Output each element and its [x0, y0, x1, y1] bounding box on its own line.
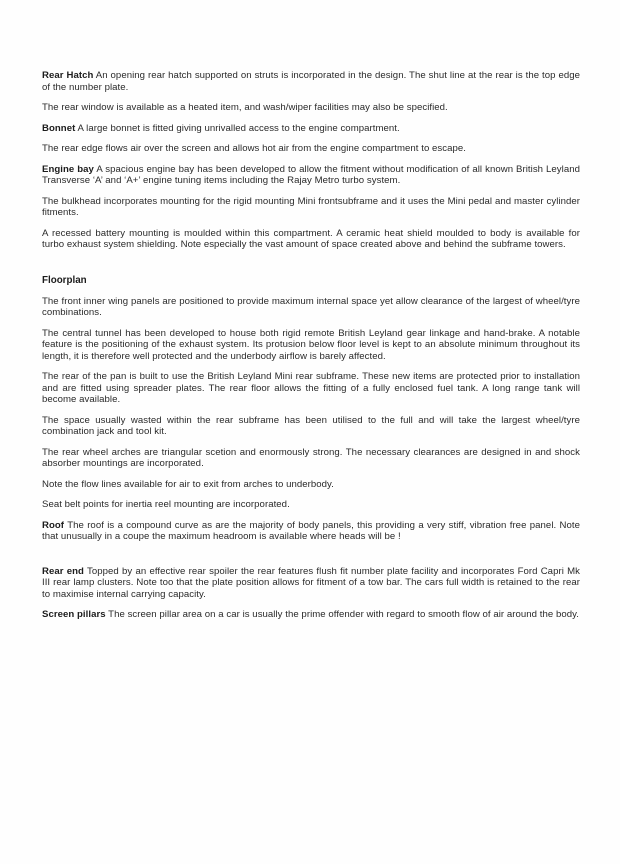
screen-pillars-text: The screen pillar area on a car is usually the prime offender with regard to smooth flow of air around the body.: [105, 609, 579, 620]
roof-text: The roof is a compound curve as are the majority of body panels, this providing a very stiff, vibration free panel. Note that unusually in a coupe the maximum headroom is available where heads will be !: [42, 519, 580, 542]
battery-paragraph: A recessed battery mounting is moulded within this compartment. A ceramic heat shield moulded to body is available for turbo exhaust system shielding. Note especially the vast amount of space created above and behind the subframe towers.: [42, 227, 580, 250]
roof-term: Roof: [42, 519, 65, 531]
central-tunnel-paragraph: The central tunnel has been developed to house both rigid remote British Leyland gear linkage and hand-brake. A notable feature is the positioning of the exhaust system. Its protusion below floor level is kept to an absolute minimum throughout its length, it is therefore well protected and the underbody airflow is barely affected.: [42, 327, 580, 362]
screen-pillars-paragraph: [42, 609, 580, 621]
flow-lines-paragraph: Note the flow lines available for air to exit from arches to underbody.: [42, 478, 334, 490]
floorplan-heading: Floorplan: [42, 274, 87, 286]
bonnet-rear-edge-paragraph: The rear edge flows air over the screen and allows hot air from the engine compartment to escape.: [42, 143, 466, 154]
rear-window-paragraph: The rear window is available as a heated item, and wash/wiper facilities may also be specified.: [42, 102, 448, 113]
engine-bay-text: A spacious engine bay has been developed to allow the fitment without modification of all known British Leyland Transverse ‘A’ and ‘A+’ engine tuning items including the Rajay Metro turbo system.: [42, 163, 580, 186]
document-body: [42, 70, 580, 621]
screen-pillars-term: Screen pillars: [42, 609, 106, 620]
bonnet-paragraph: [42, 123, 580, 135]
wheel-arches-paragraph: The rear wheel arches are triangular scetion and enormously strong. The necessary clearances are designed in and shock absorber mountings are incorporated.: [42, 446, 580, 469]
bulkhead-paragraph: The bulkhead incorporates mounting for the rigid mounting Mini frontsubframe and it uses the Mini pedal and master cylinder fitments.: [42, 195, 580, 218]
space-wasted-paragraph: The space usually wasted within the rear subframe has been utilised to the full and will take the largest wheel/tyre combination jack and tool kit.: [42, 414, 580, 437]
rear-end-paragraph: [42, 566, 580, 601]
seat-belt-paragraph: Seat belt points for inertia reel mounting are incorporated.: [42, 499, 290, 510]
inner-wing-paragraph: The front inner wing panels are positioned to provide maximum internal space yet allow clearance of the largest of wheel/tyre combinations.: [42, 295, 580, 318]
rear-end-text: Topped by an effective rear spoiler the rear features flush fit number plate facility and incorporates Ford Capri Mk III rear lamp clusters. Note too that the plate position allows for fitment of a tow bar. The cars full width is retained to the rear to maximise internal carrying capacity.: [42, 565, 580, 600]
rear-end-term: Rear end: [42, 565, 84, 577]
rear-pan-paragraph: The rear of the pan is built to use the British Leyland Mini rear subframe. These new items are protected prior to installation and are fitted using spreader plates. The rear floor allows the fitting of a fully enclosed fuel tank. A long range tank will become available.: [42, 371, 580, 405]
rear-hatch-paragraph: [42, 70, 580, 93]
engine-bay-paragraph: [42, 164, 580, 187]
rear-hatch-term: Rear Hatch: [42, 70, 94, 81]
bonnet-term: Bonnet: [42, 122, 76, 134]
bonnet-text: A large bonnet is fitted giving unrivalled access to the engine compartment.: [75, 122, 400, 134]
rear-hatch-text: An opening rear hatch supported on struts is incorporated in the design. The shut line at the rear is the top edge of the number plate.: [42, 70, 580, 93]
roof-paragraph: [42, 520, 580, 543]
engine-bay-term: Engine bay: [42, 163, 94, 175]
